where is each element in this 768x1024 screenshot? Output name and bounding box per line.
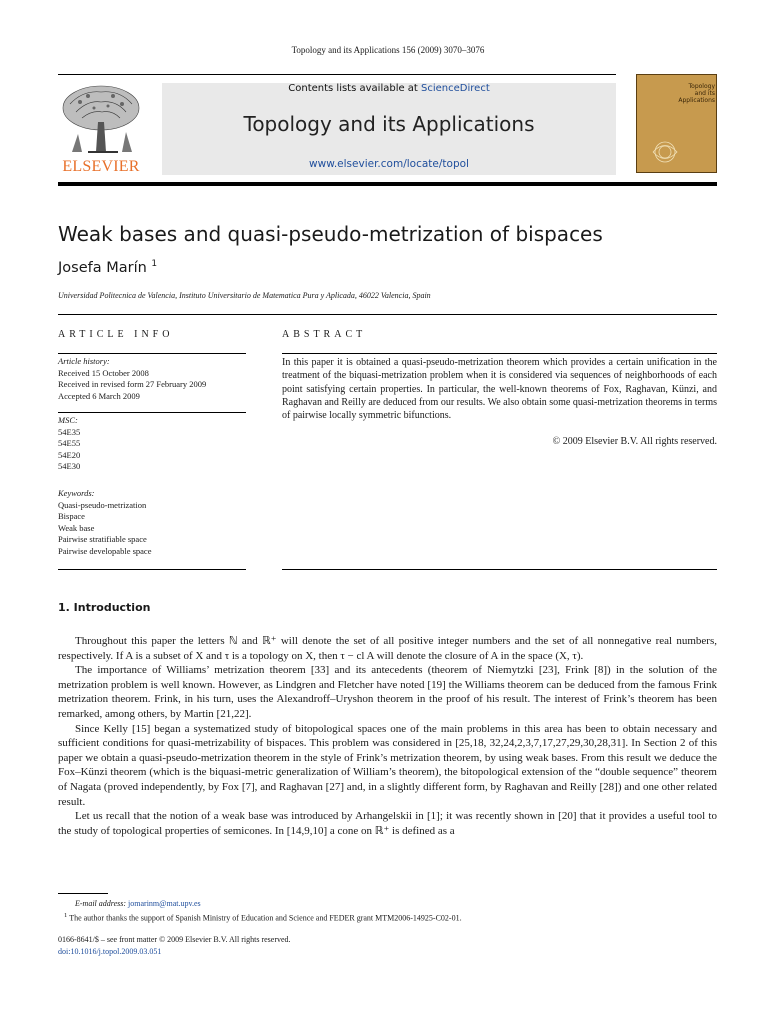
elsevier-logo-text: ELSEVIER [62, 158, 140, 175]
email-link[interactable]: jomarinm@mat.upv.es [128, 899, 201, 908]
keyword: Pairwise stratifiable space [58, 534, 147, 545]
keywords-block [58, 488, 151, 558]
email-footnote [58, 898, 462, 910]
history-label: Article history: [58, 356, 110, 366]
sciencedirect-link[interactable]: ScienceDirect [421, 83, 490, 94]
affiliation: Universidad Politecnica de Valencia, Instituto Universitario de Matematica Pura y Aplicada, 46022 Valencia, Spain [58, 291, 431, 300]
header-top-rule [58, 74, 616, 75]
grant-footnote [58, 910, 462, 925]
cover-figure-icon [649, 137, 681, 167]
cover-title-line: and its [694, 90, 715, 97]
header-bottom-rule [58, 182, 717, 186]
cover-title [661, 83, 715, 104]
article-info-bottom-rule [58, 569, 246, 570]
abstract-copyright: © 2009 Elsevier B.V. All rights reserved. [552, 436, 717, 447]
keyword: Pairwise developable space [58, 545, 152, 556]
intro-paragraph: Since Kelly [15] began a systematized study of bitopological spaces one of the main problems in this area has been to obtain necessary and sufficient conditions for quasi-metrizability of bispaces. This problem was considered in [25,18, 32,24,2,3,7,17,27,29,30,28,31]. In Section 2 of this paper we obtain a quasi-pseudo-metrization theorem in the style of Frink’s metrization theorem, by using weak bases. From this result we deduce the Fox–Künzi theorem (which is the biquasi-metric generalization of William’s theorem), the bitopological extension of the “double sequence” theorem of Nagata (proved independently, by Fox [7], and Raghavan [27] and, in a slightly different form, by Raghavan and Reilly [28]) and one other related result. [58, 722, 717, 808]
msc-label: MSC: [58, 415, 78, 425]
author-footnote-mark[interactable]: 1 [151, 259, 158, 269]
title-block-rule [58, 314, 717, 315]
footnote-rule [58, 893, 108, 894]
abstract-heading: ABSTRACT [282, 329, 367, 340]
msc-block [58, 415, 80, 473]
paper-title: Weak bases and quasi-pseudo-metrization of bispaces [58, 222, 603, 246]
author-name: Josefa Marín [58, 259, 147, 276]
keyword: Quasi-pseudo-metrization [58, 499, 147, 510]
email-label: E-mail address: [75, 899, 127, 908]
msc-code: 54E35 [58, 426, 81, 437]
cover-title-line: Topology [688, 83, 715, 90]
journal-reference: Topology and its Applications 156 (2009) 3070–3076 [291, 45, 485, 55]
intro-paragraph: Let us recall that the notion of a weak base was introduced by Arhangelskii in [1]; it was recently shown in [20] that it provides a useful tool to the study of topological properties of semicones. In [14,9,10] a cone on ℝ⁺ is defined as a [58, 810, 717, 837]
contents-prefix: Contents lists available at [288, 83, 422, 94]
doi-link[interactable]: doi:10.1016/j.topol.2009.03.051 [58, 947, 162, 956]
keyword: Weak base [58, 522, 95, 533]
abstract-rule [282, 353, 717, 354]
msc-code: 54E20 [58, 449, 81, 460]
abstract-text: In this paper it is obtained a quasi-pseudo-metrization theorem which provides a certain unification in the treatment of the biquasi-metrization problem when it is considered via sequences of neighborhoods of each point satisfying certain properties. In particular, the well-known theorems of Fox, Raghavan, Künzi, and Raghavan and Reilly are deduced from our results. We also obtain some quasi-metrization theorems in terms of pairwise locally symmetric bifunctions. [282, 357, 717, 422]
history-item: Accepted 6 March 2009 [58, 390, 140, 401]
author [58, 259, 157, 276]
footnotes [58, 898, 462, 925]
issn-line: 0166-8641/$ – see front matter © 2009 Elsevier B.V. All rights reserved. [58, 935, 291, 944]
article-history [58, 356, 206, 402]
contents-line [162, 83, 616, 94]
journal-url-link[interactable]: www.elsevier.com/locate/topol [309, 158, 469, 170]
intro-paragraph: The importance of Williams’ metrization theorem [33] and its antecedents (theorem of Niemytzki [23], Frink [8]) in the solution of the metrization problem is well known. However, as Lindgren and Fletcher have noted [19] the Williams theorem can be deduced from the famous Frink metrization theorem. Frink, in his turn, uses the Alexandroff–Uryshon theorem in the proof of his result. The interest of Frink’s theorem has been remarked, among others, by Martin [21,22]. [58, 664, 717, 720]
history-item: Received in revised form 27 February 2009 [58, 379, 207, 390]
intro-paragraph: Throughout this paper the letters ℕ and ℝ⁺ will denote the set of all positive integer numbers and the set of all nonnegative real numbers, respectively. If A is a subset of X and τ is a topology on X, then τ − cl A will denote the closure of A in the space (X, τ). [58, 635, 717, 662]
footnote-text: The author thanks the support of Spanish Ministry of Education and Science and FEDER grant MTM2006-14925-C02-01. [69, 913, 462, 923]
introduction-heading: 1. Introduction [58, 601, 151, 614]
article-info-rule [58, 353, 246, 354]
journal-cover-image [636, 74, 717, 173]
journal-title: Topology and its Applications [243, 112, 535, 136]
footnote-mark: 1 [64, 912, 68, 919]
article-info-heading: ARTICLE INFO [58, 329, 174, 340]
abstract-bottom-rule [282, 569, 717, 570]
keywords-label: Keywords: [58, 488, 95, 498]
history-item: Received 15 October 2008 [58, 367, 149, 378]
bottom-info [58, 934, 291, 958]
cover-title-line: Applications [678, 97, 715, 104]
history-rule [58, 412, 246, 413]
introduction-body [58, 634, 717, 838]
msc-code: 54E30 [58, 461, 81, 472]
keyword: Bispace [58, 511, 85, 522]
msc-code: 54E55 [58, 438, 81, 449]
